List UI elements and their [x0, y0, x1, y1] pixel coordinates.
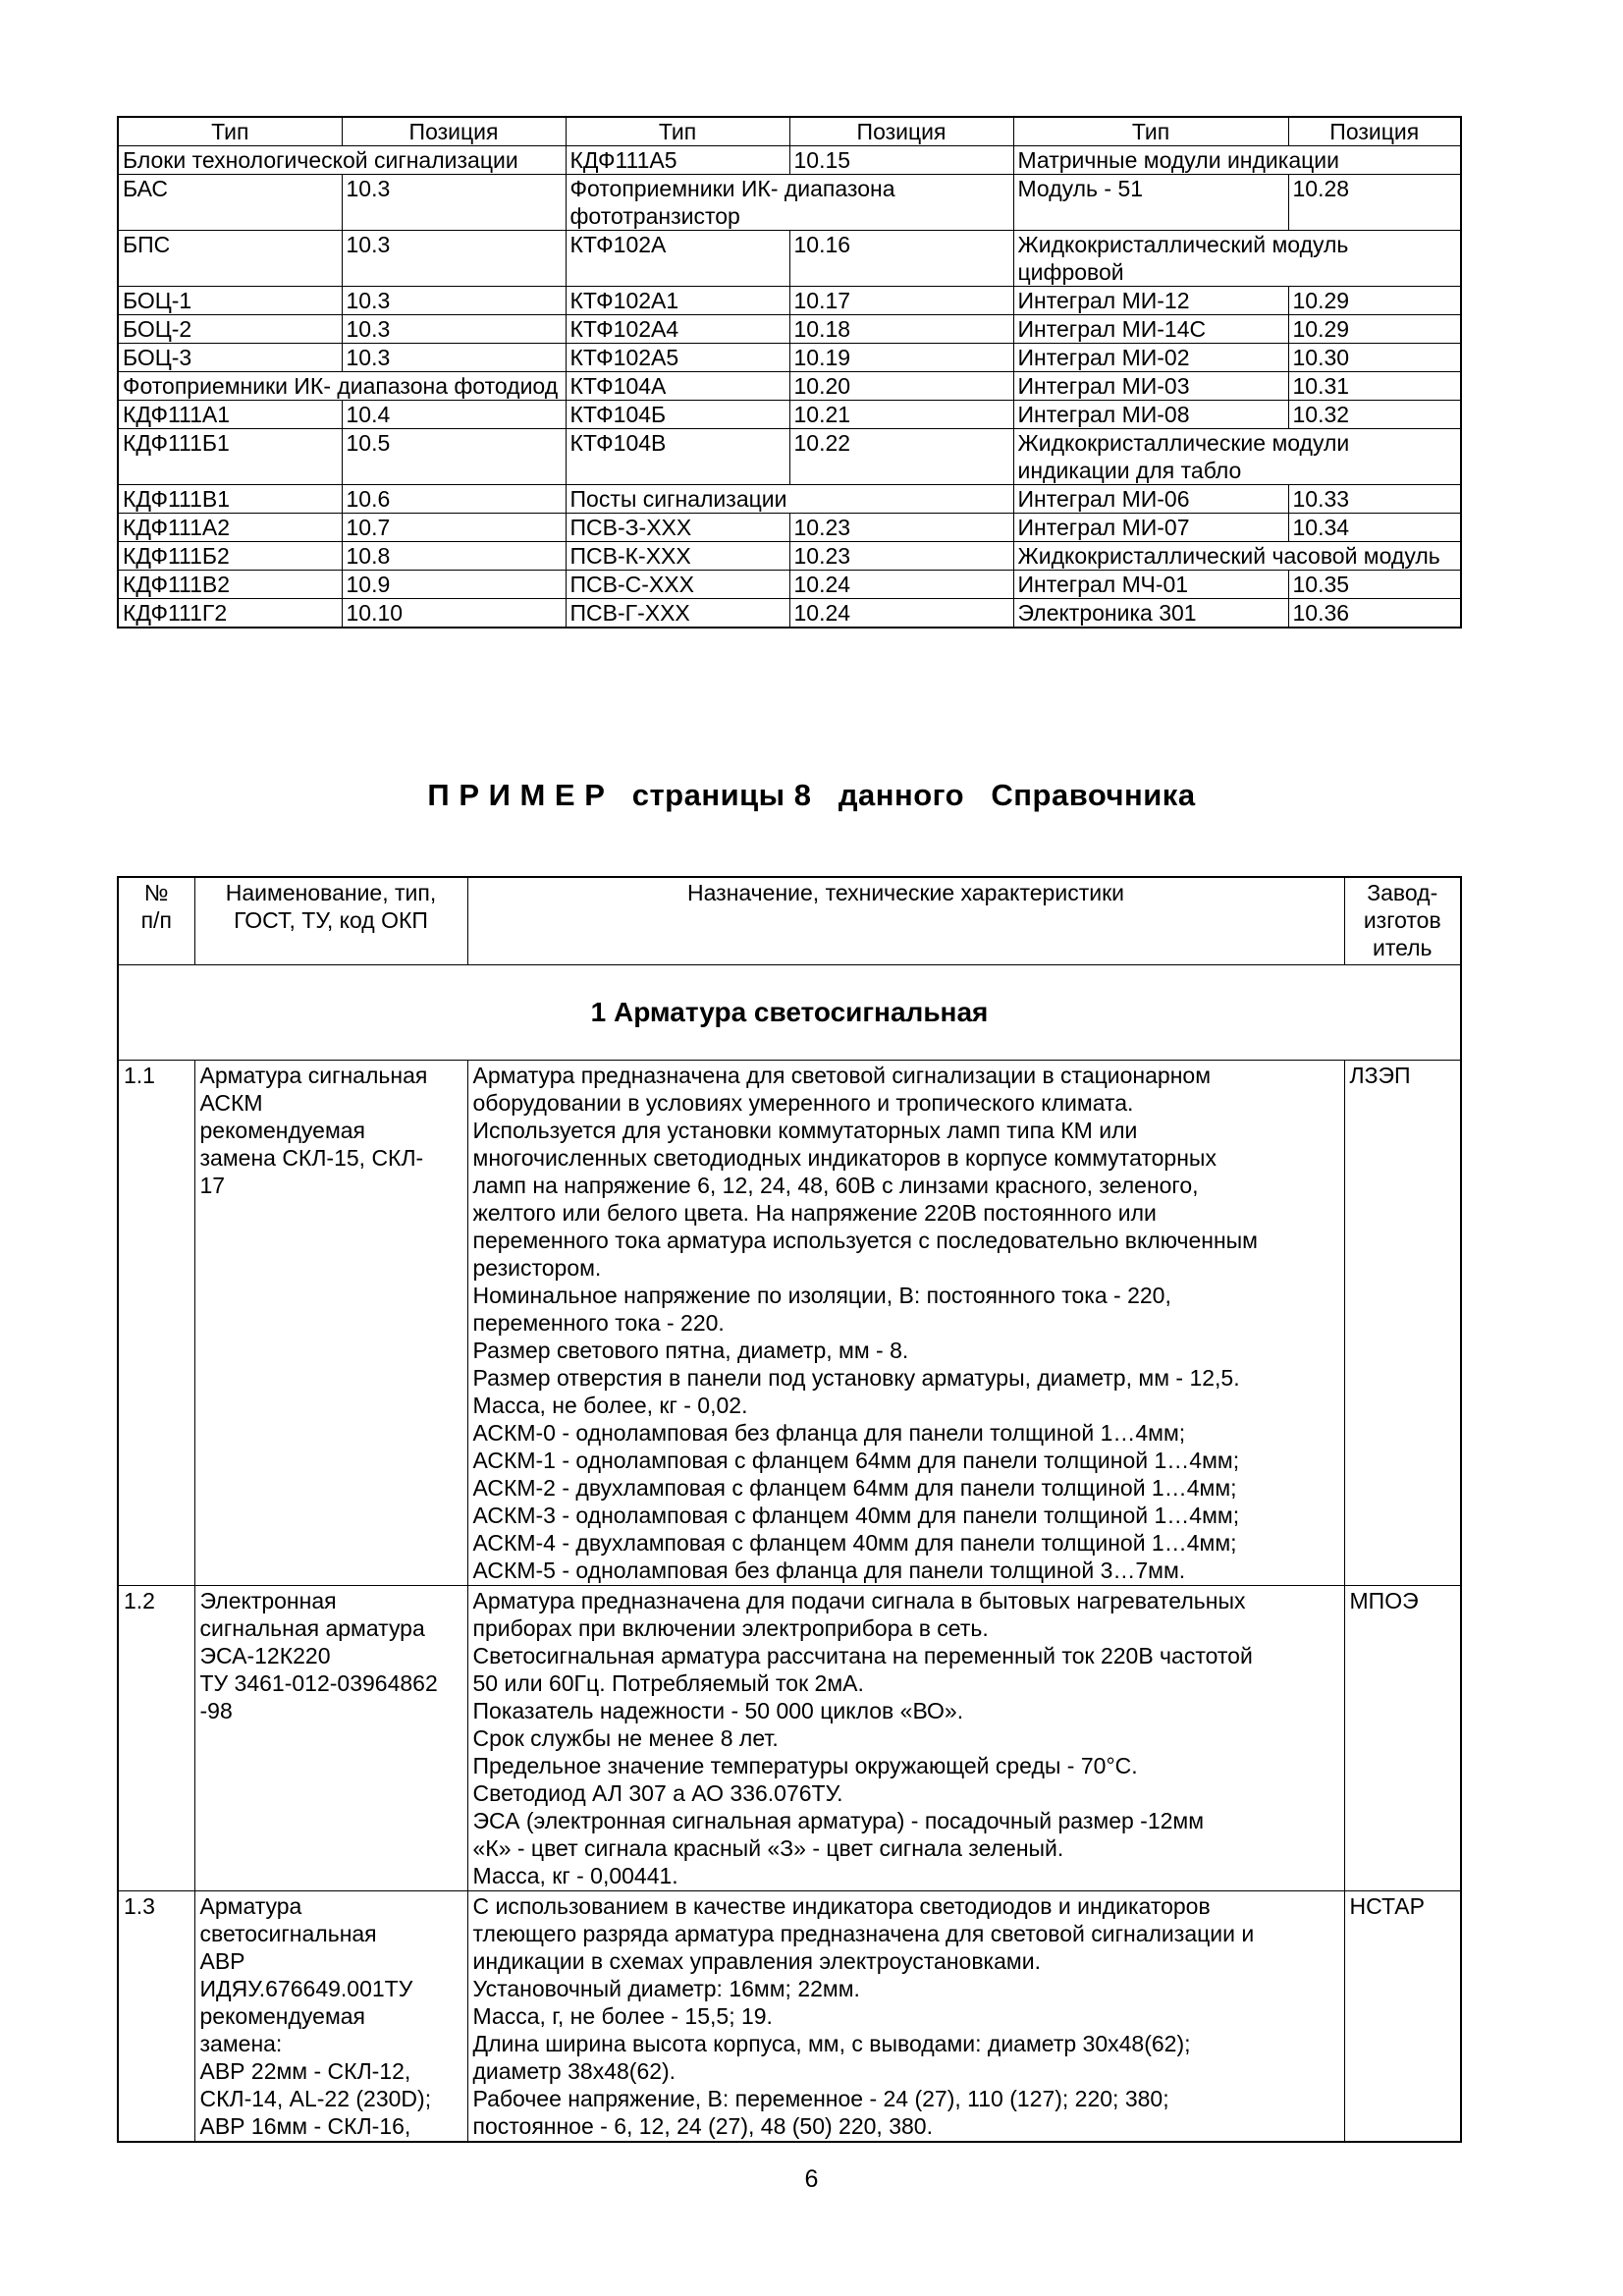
item-name-line: АВР — [199, 1948, 245, 1974]
index-cell: 10.24 — [789, 599, 1013, 629]
index-cell: Посты сигнализации — [566, 485, 1013, 514]
index-row — [118, 231, 1461, 287]
section-title: 1 Арматура светосигнальная — [118, 965, 1461, 1061]
index-header-cell: Тип — [566, 117, 789, 146]
item-description-line: АСКМ-0 - одноламповая без фланца для панели толщиной 1…4мм; — [472, 1420, 1186, 1446]
item-name-line: замена: — [199, 2031, 283, 2056]
index-cell: 10.22 — [789, 429, 1013, 485]
item-description-line: индикации в схемах управления электроустановками. — [472, 1948, 1041, 1974]
index-cell: 10.29 — [1288, 287, 1461, 315]
item-manufacturer: НСТАР — [1344, 1891, 1461, 2143]
example-caption: П Р И М Е Р страницы 8 данного Справочника — [427, 778, 1196, 812]
index-cell: 10.32 — [1288, 401, 1461, 429]
index-cell: 10.23 — [789, 514, 1013, 542]
index-row — [118, 571, 1461, 599]
item-description-line: Срок службы не менее 8 лет. — [472, 1725, 779, 1751]
index-cell: КДФ111Б1 — [118, 429, 342, 485]
item-description-line: Арматура предназначена для световой сигнализации в стационарном — [472, 1063, 1212, 1088]
item-name-line: Электронная — [199, 1588, 337, 1613]
index-cell: 10.24 — [789, 571, 1013, 599]
index-cell: 10.23 — [789, 542, 1013, 571]
item-description-line: постоянное - 6, 12, 24 (27), 48 (50) 220, 380. — [472, 2113, 933, 2139]
section-row — [118, 965, 1461, 1061]
index-cell: 10.3 — [342, 287, 566, 315]
index-cell: 10.20 — [789, 372, 1013, 401]
index-row — [118, 542, 1461, 571]
index-header-cell: Позиция — [342, 117, 566, 146]
item-description — [467, 1586, 1344, 1891]
index-cell: КТФ102А — [566, 231, 789, 287]
index-cell: Электроника 301 — [1013, 599, 1288, 629]
item-number: 1.1 — [118, 1061, 194, 1586]
item-name-line: АВР 16мм - СКЛ-16, — [199, 2113, 411, 2139]
index-cell: ПСВ-З-ХХХ — [566, 514, 789, 542]
catalog-row — [118, 1061, 1461, 1586]
item-description-line: Показатель надежности - 50 000 циклов «ВО». — [472, 1698, 964, 1723]
item-description-line: С использованием в качестве индикатора светодиодов и индикаторов — [472, 1893, 1211, 1919]
index-cell: КДФ111Б2 — [118, 542, 342, 571]
item-name-line: СКЛ-14, AL-22 (230D); — [199, 2086, 432, 2111]
index-cell: 10.8 — [342, 542, 566, 571]
header-num-line: п/п — [140, 907, 172, 933]
index-cell: КДФ111Г2 — [118, 599, 342, 629]
index-header-row — [118, 117, 1461, 146]
index-row — [118, 599, 1461, 629]
item-number: 1.3 — [118, 1891, 194, 2143]
index-cell: КДФ111В1 — [118, 485, 342, 514]
index-table-body — [118, 117, 1461, 628]
index-row — [118, 146, 1461, 175]
index-cell: 10.18 — [789, 315, 1013, 344]
index-cell: Интеграл МИ-07 — [1013, 514, 1288, 542]
item-description-line: Арматура предназначена для подачи сигнала в бытовых нагревательных — [472, 1588, 1246, 1613]
item-name-line: -98 — [199, 1698, 233, 1723]
index-cell: 10.3 — [342, 344, 566, 372]
item-manufacturer: ЛЗЭП — [1344, 1061, 1461, 1586]
item-description-line: Предельное значение температуры окружающей среды - 70°С. — [472, 1753, 1138, 1778]
item-name — [194, 1586, 467, 1891]
header-maker-line: Завод- — [1367, 880, 1438, 905]
item-description-line: ЭСА (электронная сигнальная арматура) - посадочный размер -12мм — [472, 1808, 1205, 1833]
item-name-line: рекомендуемая — [199, 2003, 366, 2029]
header-desc — [467, 877, 1344, 965]
catalog-header-row — [118, 877, 1461, 965]
index-cell: КДФ111А5 — [566, 146, 789, 175]
index-cell: БОЦ-3 — [118, 344, 342, 372]
item-description-line: желтого или белого цвета. На напряжение 220В постоянного или — [472, 1200, 1157, 1226]
index-cell: БАС — [118, 175, 342, 231]
index-cell: 10.16 — [789, 231, 1013, 287]
index-cell: КТФ102А4 — [566, 315, 789, 344]
index-cell: 10.21 — [789, 401, 1013, 429]
index-cell: 10.34 — [1288, 514, 1461, 542]
item-description-line: АСКМ-5 - одноламповая без фланца для панели толщиной 3…7мм. — [472, 1558, 1186, 1583]
page-number: 6 — [804, 2165, 819, 2193]
item-description-line: АСКМ-2 - двухламповая с фланцем 64мм для панели толщиной 1…4мм; — [472, 1475, 1237, 1501]
index-cell: КДФ111В2 — [118, 571, 342, 599]
index-cell: ПСВ-Г-ХХХ — [566, 599, 789, 629]
index-cell: 10.15 — [789, 146, 1013, 175]
index-cell: 10.10 — [342, 599, 566, 629]
index-cell: 10.9 — [342, 571, 566, 599]
index-cell: Фотоприемники ИК- диапазона фототранзистор — [566, 175, 1013, 231]
item-name-line: рекомендуемая — [199, 1118, 366, 1143]
index-row — [118, 372, 1461, 401]
item-description-line: АСКМ-1 - одноламповая с фланцем 64мм для панели толщиной 1…4мм; — [472, 1448, 1240, 1473]
item-description — [467, 1891, 1344, 2143]
index-cell: 10.33 — [1288, 485, 1461, 514]
item-description-line: АСКМ-4 - двухламповая с фланцем 40мм для панели толщиной 1…4мм; — [472, 1530, 1237, 1556]
index-table — [117, 116, 1462, 629]
index-row — [118, 401, 1461, 429]
header-maker-line: итель — [1372, 935, 1433, 960]
index-cell: 10.31 — [1288, 372, 1461, 401]
item-description-line: «К» - цвет сигнала красный «З» - цвет сигнала зеленый. — [472, 1835, 1064, 1861]
index-cell: Интеграл МИ-14С — [1013, 315, 1288, 344]
index-cell: КДФ111А1 — [118, 401, 342, 429]
index-cell: КДФ111А2 — [118, 514, 342, 542]
index-row — [118, 485, 1461, 514]
item-description-line: тлеющего разряда арматура предназначена для световой сигнализации и — [472, 1921, 1255, 1946]
item-name — [194, 1891, 467, 2143]
item-description-line: оборудовании в условиях умеренного и тропического климата. — [472, 1090, 1134, 1116]
item-name-line: АСКМ — [199, 1090, 263, 1116]
index-cell: 10.4 — [342, 401, 566, 429]
item-description-line: Длина ширина высота корпуса, мм, с выводами: диаметр 30х48(62); — [472, 2031, 1191, 2056]
catalog-table — [117, 876, 1462, 2143]
item-description-line: Масса, кг - 0,00441. — [472, 1863, 678, 1888]
index-header-cell: Позиция — [1288, 117, 1461, 146]
item-name-line: Арматура — [199, 1893, 302, 1919]
catalog-table-body — [118, 877, 1461, 2142]
item-description-line: Рабочее напряжение, В: переменное - 24 (27), 110 (127); 220; 380; — [472, 2086, 1169, 2111]
index-cell: 10.3 — [342, 175, 566, 231]
item-name-line: замена СКЛ-15, СКЛ- — [199, 1145, 424, 1171]
header-num-line: № — [143, 880, 169, 905]
index-cell: Блоки технологической сигнализации — [118, 146, 566, 175]
header-maker — [1344, 877, 1461, 965]
index-cell: Интеграл МЧ-01 — [1013, 571, 1288, 599]
item-description-line: Размер отверстия в панели под установку арматуры, диаметр, мм - 12,5. — [472, 1365, 1240, 1391]
item-name-line: сигнальная арматура — [199, 1615, 425, 1641]
item-description-line: Номинальное напряжение по изоляции, В: постоянного тока - 220, — [472, 1283, 1171, 1308]
index-cell: 10.3 — [342, 231, 566, 287]
index-cell: Интеграл МИ-03 — [1013, 372, 1288, 401]
item-description-line: ламп на напряжение 6, 12, 24, 48, 60В с линзами красного, зеленого, — [472, 1173, 1199, 1198]
index-cell: БОЦ-2 — [118, 315, 342, 344]
item-name-line: ЭСА-12К220 — [199, 1643, 331, 1668]
index-cell: Интеграл МИ-02 — [1013, 344, 1288, 372]
index-row — [118, 344, 1461, 372]
index-header-cell: Позиция — [789, 117, 1013, 146]
index-cell: Жидкокристаллический модуль цифровой — [1013, 231, 1461, 287]
item-description-line: Светосигнальная арматура рассчитана на переменный ток 220В частотой — [472, 1643, 1253, 1668]
index-cell: Модуль - 51 — [1013, 175, 1288, 231]
item-description-line: Масса, не более, кг - 0,02. — [472, 1393, 748, 1418]
item-name-line: ИДЯУ.676649.001ТУ — [199, 1976, 413, 2001]
index-cell: Интеграл МИ-12 — [1013, 287, 1288, 315]
item-description-line: Установочный диаметр: 16мм; 22мм. — [472, 1976, 860, 2001]
index-cell: 10.29 — [1288, 315, 1461, 344]
header-name — [194, 877, 467, 965]
index-row — [118, 429, 1461, 485]
header-desc-line: Назначение, технические характеристики — [687, 880, 1124, 905]
index-cell: Интеграл МИ-08 — [1013, 401, 1288, 429]
index-cell: ПСВ-К-ХХХ — [566, 542, 789, 571]
index-cell: 10.17 — [789, 287, 1013, 315]
item-description-line: Масса, г, не более - 15,5; 19. — [472, 2003, 773, 2029]
item-manufacturer: МПОЭ — [1344, 1586, 1461, 1891]
index-cell: Жидкокристаллический часовой модуль — [1013, 542, 1461, 571]
index-cell: БОЦ-1 — [118, 287, 342, 315]
index-row — [118, 315, 1461, 344]
item-name-line: Арматура сигнальная — [199, 1063, 428, 1088]
item-name-line: ТУ 3461-012-03964862 — [199, 1670, 438, 1696]
catalog-row — [118, 1891, 1461, 2143]
index-cell: БПС — [118, 231, 342, 287]
item-description-line: многочисленных светодиодных индикаторов в корпусе коммутаторных — [472, 1145, 1217, 1171]
index-cell: 10.35 — [1288, 571, 1461, 599]
index-row — [118, 514, 1461, 542]
index-cell: 10.7 — [342, 514, 566, 542]
item-description — [467, 1061, 1344, 1586]
item-description-line: Используется для установки коммутаторных ламп типа КМ или — [472, 1118, 1138, 1143]
item-name-line: 17 — [199, 1173, 226, 1198]
index-cell: КТФ102А1 — [566, 287, 789, 315]
header-maker-line: изготов — [1363, 907, 1441, 933]
index-cell: 10.3 — [342, 315, 566, 344]
index-cell: КТФ102А5 — [566, 344, 789, 372]
index-header-cell: Тип — [1013, 117, 1288, 146]
catalog-row — [118, 1586, 1461, 1891]
item-number: 1.2 — [118, 1586, 194, 1891]
item-description-line: приборах при включении электроприбора в сеть. — [472, 1615, 989, 1641]
index-cell: Жидкокристаллические модули индикации для табло — [1013, 429, 1461, 485]
index-header-cell: Тип — [118, 117, 342, 146]
index-cell: КТФ104В — [566, 429, 789, 485]
index-cell: 10.30 — [1288, 344, 1461, 372]
index-cell: Интеграл МИ-06 — [1013, 485, 1288, 514]
header-name-line: ГОСТ, ТУ, код ОКП — [234, 907, 428, 933]
index-cell: Фотоприемники ИК- диапазона фотодиод — [118, 372, 566, 401]
item-name-line: светосигнальная — [199, 1921, 377, 1946]
index-cell: Матричные модули индикации — [1013, 146, 1461, 175]
item-description-line: переменного тока - 220. — [472, 1310, 725, 1336]
index-cell: 10.28 — [1288, 175, 1461, 231]
header-num — [118, 877, 194, 965]
index-cell: 10.6 — [342, 485, 566, 514]
header-name-line: Наименование, тип, — [225, 880, 437, 905]
item-description-line: диаметр 38х48(62). — [472, 2058, 676, 2084]
index-cell: 10.36 — [1288, 599, 1461, 629]
item-name-line: АВР 22мм - СКЛ-12, — [199, 2058, 411, 2084]
index-cell: 10.5 — [342, 429, 566, 485]
item-description-line: АСКМ-3 - одноламповая с фланцем 40мм для панели толщиной 1…4мм; — [472, 1503, 1240, 1528]
index-row — [118, 287, 1461, 315]
item-description-line: резистором. — [472, 1255, 602, 1281]
item-description-line: Размер светового пятна, диаметр, мм - 8. — [472, 1338, 909, 1363]
index-row — [118, 175, 1461, 231]
index-cell: ПСВ-С-ХХХ — [566, 571, 789, 599]
index-cell: КТФ104Б — [566, 401, 789, 429]
index-cell: 10.19 — [789, 344, 1013, 372]
item-description-line: 50 или 60Гц. Потребляемый ток 2мА. — [472, 1670, 864, 1696]
item-name — [194, 1061, 467, 1586]
item-description-line: переменного тока арматура используется с последовательно включенным — [472, 1228, 1258, 1253]
index-cell: КТФ104А — [566, 372, 789, 401]
item-description-line: Светодиод АЛ 307 а АО 336.076ТУ. — [472, 1780, 843, 1806]
